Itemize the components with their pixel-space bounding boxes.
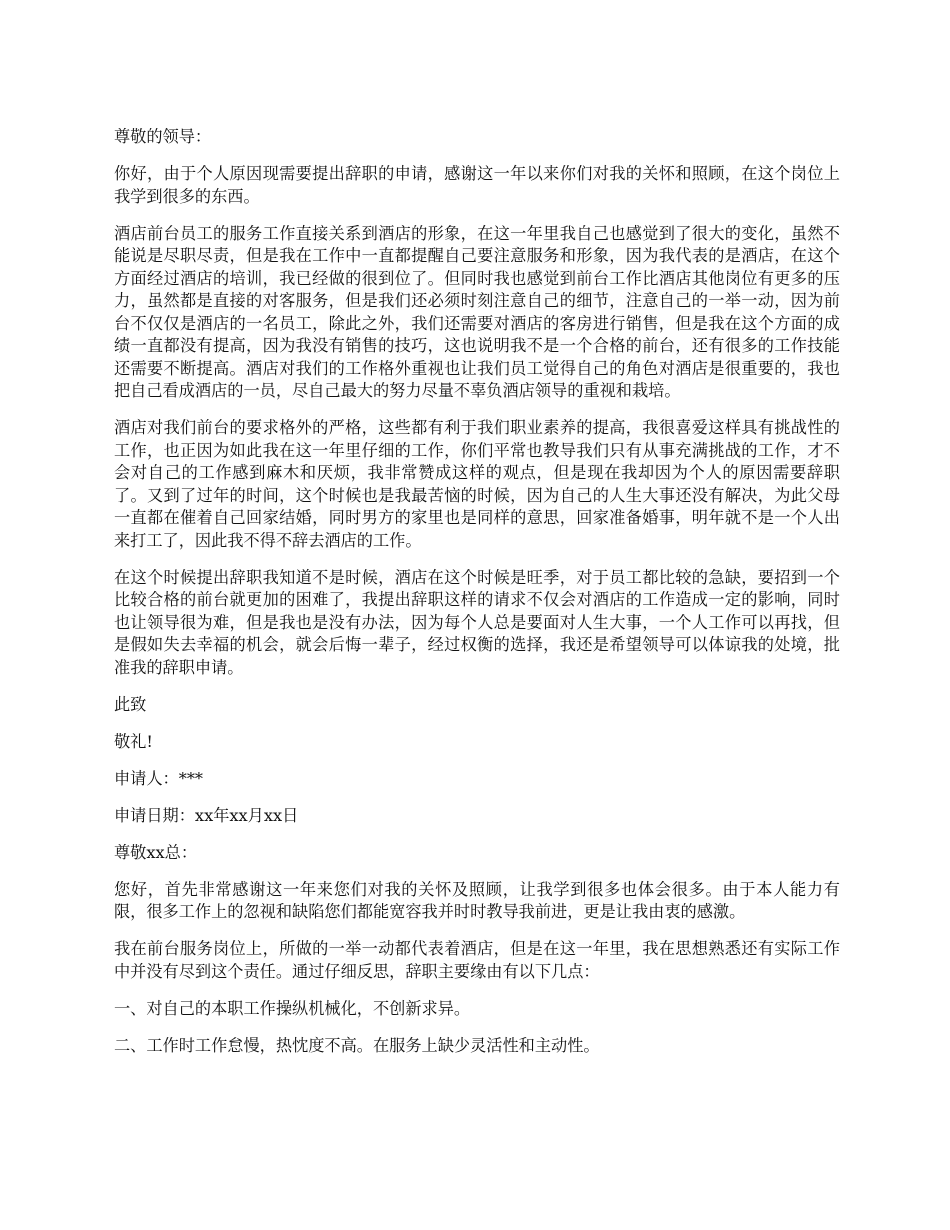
paragraph-front-desk-service: 酒店前台员工的服务工作直接关系到酒店的形象，在这一年里我自己也感觉到了很大的变化，虽然不能说是尽职尽责，但是我在工作中一直都提醒自己要注意服务和形象，因为我代表的是酒店，在这个方面经过酒店的培训，我已经做的很到位了。但同时我也感觉到前台工作比酒店其他岗位有更多的压力，虽然都是直接的对客服务，但是我们还必须时刻注意自己的细节，注意自己的一举一动，因为前台不仅仅是酒店的一名员工，除此之外，我们还需要对酒店的客房进行销售，但是我在这个方面的成绩一直都没有提高，因为我没有销售的技巧，这也说明我不是一个合格的前台，还有很多的工作技能还需要不断提高。酒店对我们的工作格外重视也让我们员工觉得自己的角色对酒店是很重要的，我也把自己看成酒店的一员，尽自己最大的努力尽量不辜负酒店领导的重视和栽培。 (114, 223, 840, 400)
salutation: 尊敬的领导： (114, 127, 212, 146)
closing-jingli: 敬礼! (114, 731, 153, 751)
paragraph-thanks: 您好，首先非常感谢这一年来您们对我的关怀及照顾，让我学到很多也体会很多。由于本人能力有限，很多工作上的忽视和缺陷您们都能宽容我并时时教导我前进，更是让我由衷的感激。 (114, 879, 840, 921)
document-body (114, 126, 840, 1072)
paragraph-reflection: 我在前台服务岗位上，所做的一举一动都代表着酒店，但是在这一年里，我在思想熟悉还有实际工作中并没有尽到这个责任。通过仔细反思，辞职主要缘由有以下几点： (114, 939, 840, 981)
salutation-second-letter: 尊敬xx总： (114, 842, 198, 862)
paragraph-requirements: 酒店对我们前台的要求格外的严格，这些都有利于我们职业素养的提高，我很喜爱这样具有挑战性的工作，也正因为如此我在这一年里仔细的工作，你们平常也教导我们只有从事充满挑战的工作，才不会对自己的工作感到麻木和厌烦，我非常赞成这样的观点，但是现在我却因为个人的原因需要辞职了。又到了过年的时间，这个时候也是我最苦恼的时候，因为自己的人生大事还没有解决，为此父母一直都在催着自己回家结婚，同时男方的家里也是同样的意思，回家准备婚事，明年就不是一个人出来打工了，因此我不得不辞去酒店的工作。 (114, 418, 840, 550)
paragraph-intro: 你好，由于个人原因现需要提出辞职的申请，感谢这一年以来你们对我的关怀和照顾，在这个岗位上我学到很多的东西。 (114, 164, 840, 206)
applicant-line: 申请人：*** (114, 768, 204, 788)
paragraph-timing: 在这个时候提出辞职我知道不是时候，酒店在这个时候是旺季，对于员工都比较的急缺，要招到一个比较合格的前台就更加的困难了，我提出辞职这样的请求不仅会对酒店的工作造成一定的影响，同时也让领导很为难，但是我也是没有办法，因为每个人总是要面对人生大事，一个人工作可以再找，但是假如失去幸福的机会，就会后悔一辈子，经过权衡的选择，我还是希望领导可以体谅我的处境，批准我的辞职申请。 (114, 567, 840, 677)
reason-item-1: 一、对自己的本职工作操纵机械化，不创新求异。 (114, 998, 471, 1018)
reason-item-2: 二、工作时工作怠慢，热忱度不高。在服务上缺少灵活性和主动性。 (114, 1035, 600, 1055)
application-date-line: 申请日期：xx年xx月xx日 (114, 805, 299, 825)
closing-cizhi: 此致 (114, 694, 147, 714)
